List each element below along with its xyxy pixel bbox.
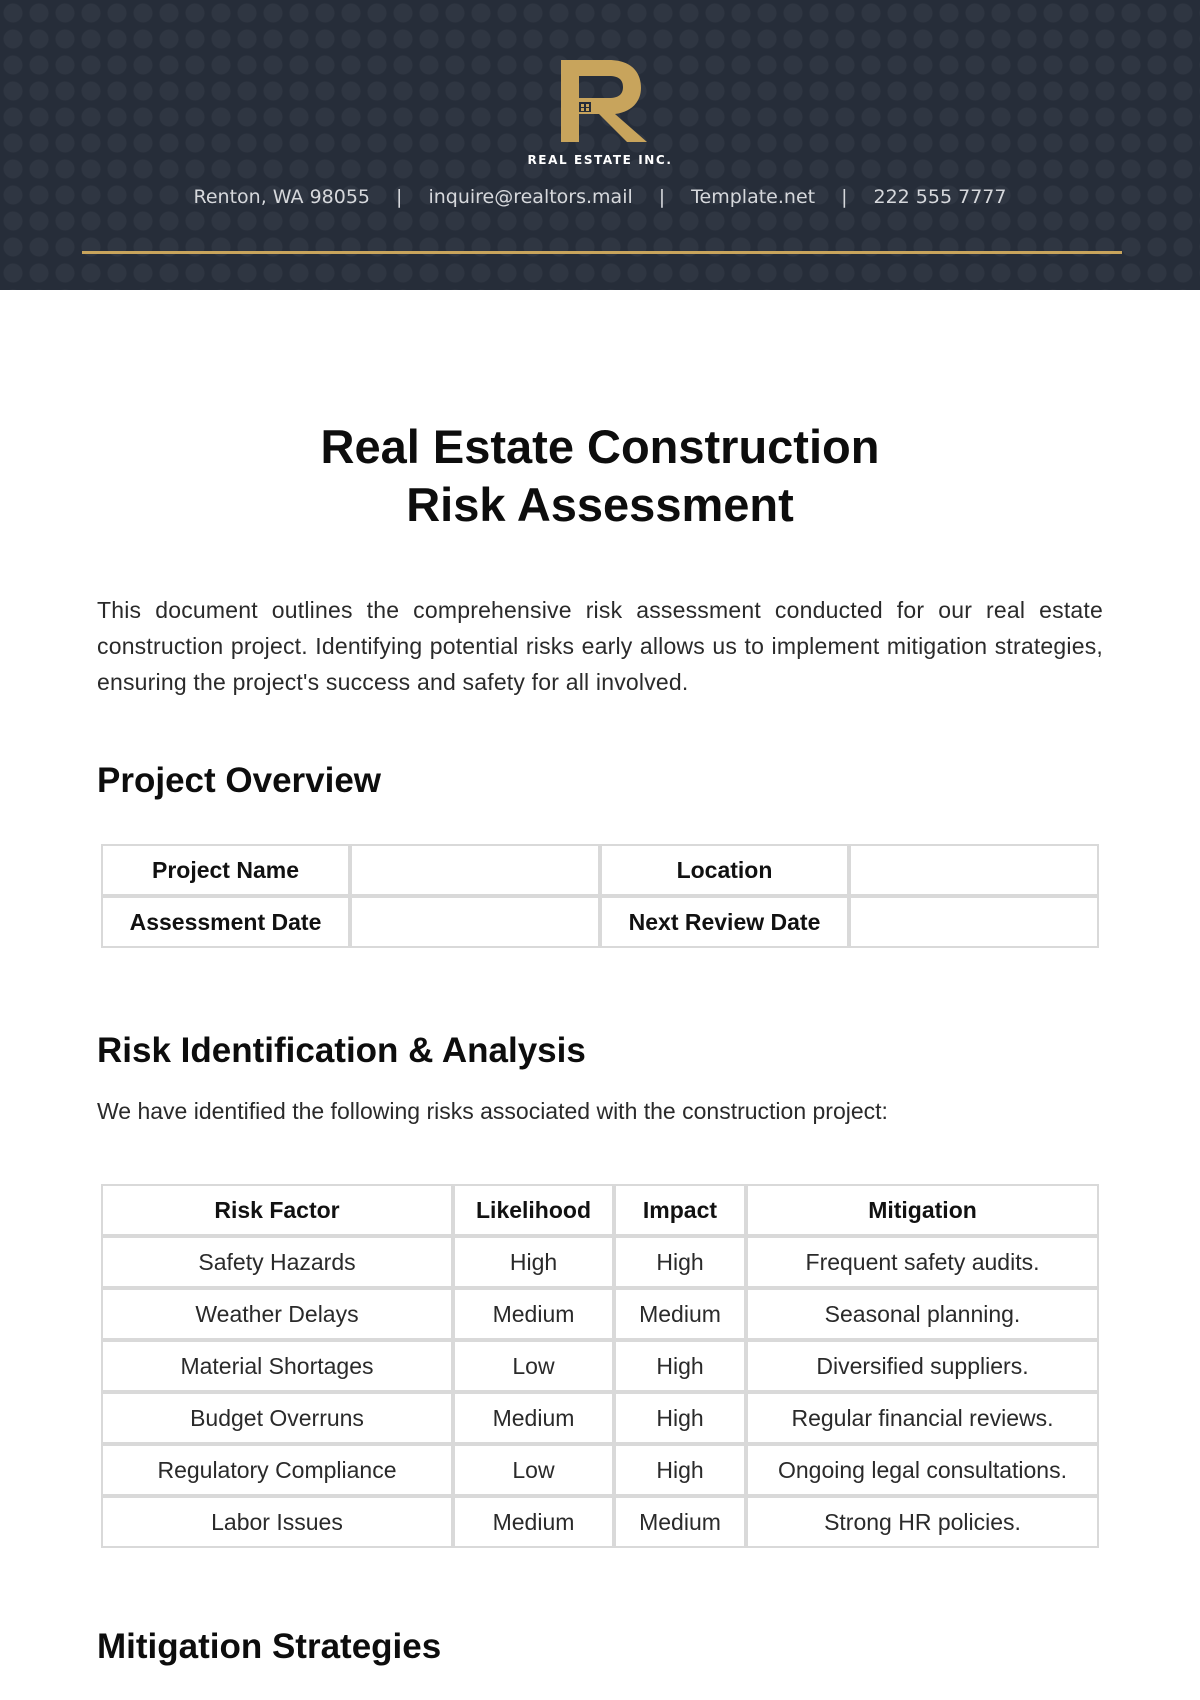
mitigation-cell: Regular financial reviews. [746, 1392, 1099, 1444]
title-line-1: Real Estate Construction [320, 420, 880, 473]
next-review-date-label: Next Review Date [600, 896, 849, 948]
contact-address: Renton, WA 98055 [193, 186, 371, 208]
likelihood-cell: Low [453, 1340, 614, 1392]
column-header-risk-factor: Risk Factor [101, 1184, 453, 1236]
likelihood-cell: Medium [453, 1496, 614, 1548]
section-heading-mitigation-strategies: Mitigation Strategies [97, 1627, 442, 1666]
table-row [101, 1340, 1099, 1392]
location-label: Location [600, 844, 849, 896]
contact-separator: | [841, 186, 848, 208]
table-row [101, 1392, 1099, 1444]
risk-intro-text: We have identified the following risks associated with the construction project: [97, 1098, 888, 1124]
table-row [101, 1288, 1099, 1340]
impact-cell: High [614, 1444, 746, 1496]
contact-separator: | [396, 186, 403, 208]
impact-cell: High [614, 1236, 746, 1288]
section-heading-risk-identification: Risk Identification & Analysis [97, 1031, 586, 1070]
table-header-row [101, 1184, 1099, 1236]
impact-cell: Medium [614, 1288, 746, 1340]
column-header-mitigation: Mitigation [746, 1184, 1099, 1236]
table-row [101, 896, 1099, 948]
contact-email[interactable]: inquire@realtors.mail [428, 186, 633, 208]
mitigation-cell: Diversified suppliers. [746, 1340, 1099, 1392]
table-row [101, 844, 1099, 896]
document-title [97, 418, 1103, 534]
impact-cell: High [614, 1340, 746, 1392]
document-body [0, 418, 1200, 1668]
risk-factor-cell: Weather Delays [101, 1288, 453, 1340]
contact-website[interactable]: Template.net [691, 186, 816, 208]
contact-phone: 222 555 7777 [873, 186, 1007, 208]
table-row [101, 1496, 1099, 1548]
header-divider [82, 251, 1122, 254]
mitigation-cell: Ongoing legal consultations. [746, 1444, 1099, 1496]
section-heading-project-overview: Project Overview [97, 761, 382, 800]
impact-cell: Medium [614, 1496, 746, 1548]
contact-line [0, 186, 1200, 208]
mitigation-cell: Strong HR policies. [746, 1496, 1099, 1548]
table-row [101, 1236, 1099, 1288]
likelihood-cell: High [453, 1236, 614, 1288]
contact-separator: | [658, 186, 666, 208]
likelihood-cell: Low [453, 1444, 614, 1496]
table-row [101, 1444, 1099, 1496]
next-review-date-field[interactable] [849, 896, 1099, 948]
company-logo-icon [557, 56, 649, 144]
likelihood-cell: Medium [453, 1288, 614, 1340]
intro-paragraph: This document outlines the comprehensive risk assessment conducted for our real estate construction project. Identifying potential risks early allows us to implement mitigation strategies, ensuring the project's success and safety for all involved. [97, 597, 1103, 695]
risk-factor-cell: Labor Issues [101, 1496, 453, 1548]
location-field[interactable] [849, 844, 1099, 896]
assessment-date-field[interactable] [350, 896, 600, 948]
likelihood-cell: Medium [453, 1392, 614, 1444]
title-line-2: Risk Assessment [406, 478, 794, 531]
column-header-likelihood: Likelihood [453, 1184, 614, 1236]
column-header-impact: Impact [614, 1184, 746, 1236]
project-name-field[interactable] [350, 844, 600, 896]
risk-table [101, 1184, 1099, 1548]
company-name: REAL ESTATE INC. [527, 153, 673, 167]
risk-factor-cell: Regulatory Compliance [101, 1444, 453, 1496]
mitigation-cell: Frequent safety audits. [746, 1236, 1099, 1288]
letterhead [0, 0, 1200, 290]
risk-factor-cell: Safety Hazards [101, 1236, 453, 1288]
mitigation-cell: Seasonal planning. [746, 1288, 1099, 1340]
risk-factor-cell: Budget Overruns [101, 1392, 453, 1444]
assessment-date-label: Assessment Date [101, 896, 350, 948]
impact-cell: High [614, 1392, 746, 1444]
risk-factor-cell: Material Shortages [101, 1340, 453, 1392]
project-name-label: Project Name [101, 844, 350, 896]
project-overview-table [101, 844, 1099, 948]
